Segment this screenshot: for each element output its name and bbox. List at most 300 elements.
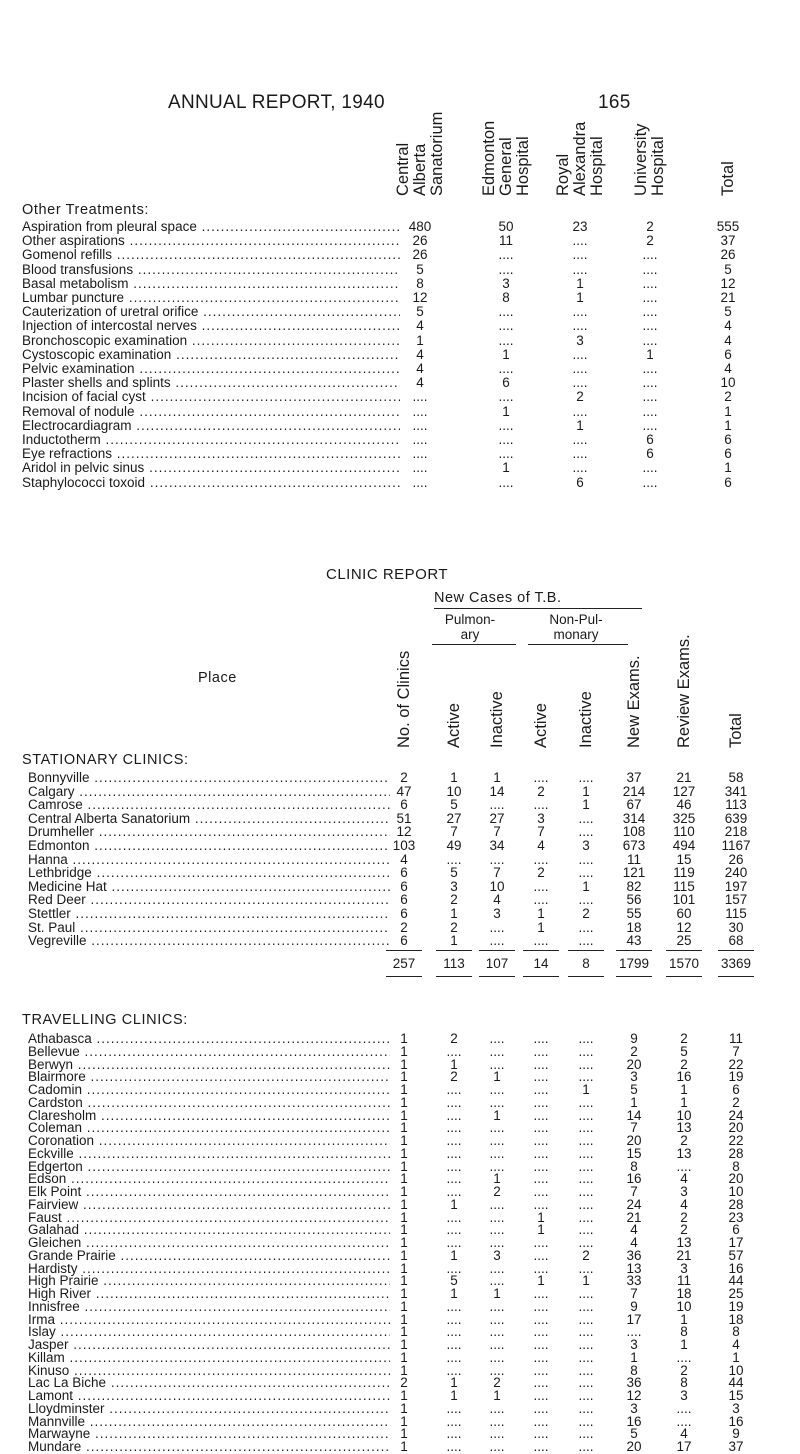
clinic-value: ....	[489, 933, 505, 949]
treatment-col-header: Total	[718, 161, 737, 196]
pulmonary-header	[425, 612, 515, 642]
clinic-name: Mannville .....	[28, 1415, 390, 1429]
clinic-value: 214	[622, 783, 646, 799]
clinic-value: 67	[626, 797, 642, 813]
clinic-value: 7	[450, 824, 458, 840]
treatment-label: Blood transfusions .....	[22, 263, 400, 277]
treatment-value: 4	[416, 318, 424, 334]
treatment-row	[0, 248, 800, 262]
clinic-value: 115	[725, 906, 747, 921]
treatment-value: 10	[720, 375, 736, 391]
clinic-value: ....	[446, 1235, 462, 1250]
clinic-name: Galahad .....	[28, 1223, 390, 1237]
clinic-value: 6	[400, 797, 408, 813]
clinic-value: ....	[626, 1324, 642, 1340]
treatment-value: 1	[576, 290, 584, 305]
clinic-value: 43	[626, 933, 642, 949]
clinic-value: ....	[578, 1031, 594, 1046]
clinic-value: 8	[630, 1158, 638, 1174]
total-value: 14	[533, 956, 549, 971]
clinic-value: ....	[489, 1094, 505, 1110]
clinic-value: 2	[400, 919, 408, 935]
clinic-value: 58	[728, 770, 744, 785]
clinic-value: 4	[680, 1196, 688, 1212]
treatment-value: 6	[724, 474, 732, 490]
clinic-value: 17	[626, 1311, 642, 1327]
clinic-value: 1	[732, 1349, 740, 1365]
nonpulmonary-header-line2: monary	[553, 627, 599, 642]
clinic-value: 6	[400, 906, 408, 921]
clinic-name: St. Paul .....	[28, 921, 390, 935]
clinic-value: ....	[578, 1196, 594, 1212]
treatment-value: 1	[576, 275, 584, 291]
totals-rule-bottom	[479, 976, 515, 977]
treatment-col-header: Alexandra	[570, 121, 589, 196]
clinic-value: 1	[400, 1196, 408, 1212]
clinic-col-header-total: Total	[727, 713, 745, 748]
clinic-value: 1	[450, 906, 458, 921]
clinic-value: 11	[676, 1273, 691, 1289]
clinic-value: 2	[680, 1362, 688, 1378]
treatment-value: ....	[498, 361, 514, 376]
clinic-name: Coleman .....	[28, 1121, 390, 1135]
total-value: 8	[582, 956, 590, 971]
treatment-value: 4	[416, 375, 424, 391]
clinic-value: 1	[400, 1171, 408, 1187]
treatment-row	[0, 476, 800, 490]
clinic-value: ....	[446, 1145, 462, 1161]
clinic-value: 1	[400, 1133, 408, 1148]
totals-rule-bottom	[436, 976, 472, 977]
clinic-value: 1	[400, 1120, 408, 1136]
clinic-value: 1	[537, 1209, 545, 1225]
clinic-name: Elk Point .....	[28, 1185, 390, 1199]
treatment-value: ....	[642, 361, 658, 376]
treatment-value: ....	[572, 403, 588, 419]
clinic-value: 2	[493, 1375, 501, 1391]
treatment-value: ....	[498, 304, 514, 320]
clinic-value: ....	[533, 1375, 549, 1391]
clinic-name: Lethbridge .....	[28, 866, 390, 880]
clinic-value: ....	[533, 1286, 549, 1301]
clinic-name: Marwayne .....	[28, 1427, 390, 1441]
pulmonary-header-line2: ary	[460, 627, 480, 642]
treatment-value: 6	[724, 432, 732, 447]
clinic-value: 639	[724, 810, 748, 826]
clinic-value: 2	[582, 1247, 590, 1263]
treatment-row	[0, 405, 800, 419]
treatment-value: ....	[498, 247, 514, 263]
clinic-value: ....	[446, 1043, 462, 1059]
clinic-value: 68	[728, 933, 744, 949]
clinic-value: 1	[537, 1273, 545, 1289]
clinic-value: ....	[446, 1298, 462, 1314]
clinic-value: 1	[400, 1273, 408, 1289]
clinic-value: ....	[446, 1260, 462, 1276]
treatment-label: Incision of facial cyst .....	[22, 390, 400, 404]
clinic-value: 51	[396, 810, 412, 826]
treatment-row	[0, 390, 800, 404]
clinic-value: ....	[578, 1375, 594, 1391]
clinic-value: ....	[446, 851, 462, 867]
treatment-value: 4	[724, 318, 732, 334]
clinic-value: 3	[493, 906, 501, 921]
clinic-value: 1	[450, 1286, 458, 1301]
clinic-value: 18	[626, 919, 642, 935]
clinic-value: ....	[489, 1056, 505, 1072]
clinic-value: ....	[578, 1184, 594, 1199]
clinic-value: 16	[626, 1171, 642, 1187]
treatment-value: ....	[498, 318, 514, 334]
treatment-row	[0, 362, 800, 376]
clinic-value: ....	[533, 1362, 549, 1378]
clinic-value: ....	[446, 1209, 462, 1225]
treatment-row	[0, 419, 800, 433]
clinic-value: 12	[626, 1388, 642, 1403]
clinic-value: ....	[446, 1426, 462, 1442]
clinic-value: 2	[680, 1056, 688, 1072]
clinic-name: Killam .....	[28, 1351, 390, 1365]
clinic-value: ....	[578, 1337, 594, 1352]
clinic-value: 24	[626, 1196, 642, 1212]
clinic-value: 6	[400, 878, 408, 894]
clinic-value: ....	[578, 1069, 594, 1085]
treatment-value: 6	[724, 346, 732, 362]
pulmonary-rule	[432, 644, 516, 645]
totals-rule-top	[479, 950, 515, 951]
treatment-value: ....	[412, 389, 428, 405]
treatment-value: ....	[412, 417, 428, 433]
totals-rule-top	[386, 950, 422, 951]
treatment-value: 12	[720, 275, 736, 291]
clinic-value: 8	[630, 1362, 638, 1378]
treatment-value: 37	[720, 233, 736, 249]
clinic-value: ....	[578, 1145, 594, 1161]
clinic-value: ....	[578, 1209, 594, 1225]
treatment-value: 4	[724, 332, 732, 348]
clinic-value: 113	[725, 797, 747, 813]
treatment-value: 1	[576, 417, 584, 433]
clinic-value: 1	[400, 1235, 408, 1250]
treatment-value: ....	[412, 446, 428, 462]
clinic-value: ....	[533, 1031, 549, 1046]
clinic-value: ....	[533, 933, 549, 949]
clinic-name: Medicine Hat .....	[28, 880, 390, 894]
clinic-value: 2	[680, 1133, 688, 1148]
clinic-value: 2	[450, 892, 458, 908]
clinic-value: 2	[450, 919, 458, 935]
clinic-value: ....	[533, 1056, 549, 1072]
clinic-value: ....	[533, 1400, 549, 1416]
clinic-name: Hanna .....	[28, 853, 390, 867]
clinic-value: 20	[728, 1171, 744, 1187]
clinic-col-header-inactive1: Inactive	[488, 691, 506, 748]
clinic-value: 7	[630, 1184, 638, 1199]
clinic-value: ....	[533, 1094, 549, 1110]
treatment-value: ....	[572, 361, 588, 376]
treatment-value: 23	[572, 219, 588, 234]
clinic-value: 8	[732, 1324, 740, 1340]
clinic-value: 1	[450, 1247, 458, 1263]
clinic-value: ....	[489, 1196, 505, 1212]
clinic-name: Fairview .....	[28, 1198, 390, 1212]
total-value: 257	[392, 956, 416, 971]
clinic-value: 2	[630, 1043, 638, 1059]
clinic-value: ....	[578, 810, 594, 826]
treatment-label: Other aspirations .....	[22, 234, 400, 248]
clinic-name: High River .....	[28, 1287, 390, 1301]
clinic-value: 37	[626, 770, 642, 785]
clinic-value: ....	[446, 1184, 462, 1199]
clinic-value: 10	[728, 1362, 744, 1378]
treatment-value: ....	[642, 275, 658, 291]
clinic-value: 15	[676, 851, 692, 867]
clinic-value: 13	[676, 1145, 692, 1161]
treatment-value: 1	[502, 403, 510, 419]
clinic-value: ....	[578, 1362, 594, 1378]
treatment-value: ....	[572, 247, 588, 263]
treatment-value: 1	[646, 346, 654, 362]
clinic-value: 1	[630, 1349, 638, 1365]
clinic-value: 7	[732, 1043, 740, 1059]
treatment-value: 6	[646, 446, 654, 462]
clinic-value: 1	[400, 1031, 408, 1046]
clinic-name: Central Alberta Sanatorium .....	[28, 812, 390, 826]
treatment-value: ....	[572, 460, 588, 476]
clinic-value: 4	[630, 1222, 638, 1238]
totals-rule-top	[718, 950, 754, 951]
clinic-value: ....	[489, 1235, 505, 1250]
total-value: 1570	[668, 956, 700, 971]
clinic-value: ....	[533, 1145, 549, 1161]
clinic-value: 1	[680, 1337, 688, 1352]
clinic-value: 34	[489, 838, 505, 853]
clinic-value: 1	[582, 783, 590, 799]
clinic-value: 18	[728, 1311, 744, 1327]
clinic-value: ....	[489, 851, 505, 867]
treatment-col-header: Royal	[553, 153, 572, 196]
clinic-value: 4	[680, 1426, 688, 1442]
clinic-value: 240	[724, 865, 748, 881]
treatment-value: 12	[412, 290, 428, 305]
clinic-value: 25	[728, 1286, 744, 1301]
treatment-label: Inductotherm .....	[22, 433, 400, 447]
clinic-value: ....	[578, 1094, 594, 1110]
clinic-value: 1	[493, 1388, 501, 1403]
clinic-value: ....	[533, 1388, 549, 1403]
clinic-value: 1	[400, 1311, 408, 1327]
treatment-col-header: Central	[393, 142, 412, 196]
clinic-value: 6	[400, 892, 408, 908]
clinic-value: 1	[537, 906, 545, 921]
clinic-value: ....	[578, 1286, 594, 1301]
travelling-section-label: TRAVELLING CLINICS:	[22, 1012, 188, 1028]
clinic-value: ....	[578, 851, 594, 867]
clinic-value: ....	[578, 1426, 594, 1442]
clinic-value: ....	[446, 1158, 462, 1174]
treatment-row	[0, 305, 800, 319]
total-value: 3369	[720, 956, 752, 971]
clinic-value: ....	[533, 1107, 549, 1123]
clinic-value: 6	[400, 933, 408, 949]
treatment-col-header: University	[632, 123, 650, 196]
treatment-col-header: General	[496, 137, 515, 196]
clinic-name: Edson .....	[28, 1172, 390, 1186]
totals-rule-top	[523, 950, 559, 951]
clinic-value: 46	[676, 797, 692, 813]
treatment-value: 1	[502, 346, 510, 362]
clinic-name: Kinuso .....	[28, 1364, 390, 1378]
clinic-value: 1	[400, 1069, 408, 1085]
treatment-value: 480	[408, 219, 432, 234]
clinic-value: 9	[630, 1031, 638, 1046]
treatment-value: ....	[642, 261, 658, 277]
clinic-value: 1	[400, 1426, 408, 1442]
treatment-value: ....	[572, 304, 588, 320]
treatment-value: 1	[724, 403, 732, 419]
clinic-value: 3	[537, 810, 545, 826]
clinic-value: ....	[446, 1324, 462, 1340]
clinic-value: ....	[533, 1069, 549, 1085]
clinic-value: 47	[396, 783, 412, 799]
treatment-label: Aridol in pelvic sinus .....	[22, 461, 400, 475]
clinic-value: ....	[489, 1311, 505, 1327]
clinic-value: 20	[626, 1056, 642, 1072]
treatment-label: Eye refractions .....	[22, 447, 400, 461]
clinic-name: Lac La Biche .....	[28, 1376, 390, 1390]
page-header-title: ANNUAL REPORT, 1940	[168, 92, 385, 113]
clinic-value: 2	[450, 1031, 458, 1046]
clinic-value: 7	[493, 824, 501, 840]
treatment-value: ....	[498, 417, 514, 433]
treatment-value: ....	[498, 432, 514, 447]
clinic-value: ....	[446, 1107, 462, 1123]
clinic-value: 2	[680, 1031, 688, 1046]
clinic-value: ....	[578, 1158, 594, 1174]
clinic-value: 8	[732, 1158, 740, 1174]
treatment-row	[0, 376, 800, 390]
clinic-value: 1	[680, 1082, 688, 1097]
clinic-value: 2	[537, 783, 545, 799]
clinic-name: Coronation .....	[28, 1134, 390, 1148]
clinic-value: 3	[680, 1184, 688, 1199]
clinic-value: 1	[680, 1311, 688, 1327]
place-header: Place	[198, 670, 237, 686]
clinic-value: 27	[446, 810, 462, 826]
clinic-value: 10	[446, 783, 462, 799]
clinic-name: Faust .....	[28, 1211, 390, 1225]
clinic-value: ....	[489, 1031, 505, 1046]
clinic-value: 19	[728, 1298, 744, 1314]
clinic-value: 17	[676, 1439, 692, 1454]
clinic-value: ....	[578, 1298, 594, 1314]
clinic-value: 1	[680, 1094, 688, 1110]
totals-rule-top	[568, 950, 604, 951]
clinic-value: 36	[626, 1247, 642, 1263]
treatment-col-header: Hospital	[587, 136, 606, 196]
treatment-value: 2	[646, 233, 654, 249]
clinic-row	[0, 907, 800, 921]
treatment-value: 2	[576, 389, 584, 405]
clinic-value: 1	[400, 1260, 408, 1276]
clinic-value: 4	[680, 1171, 688, 1187]
clinic-value: ....	[533, 1298, 549, 1314]
clinic-value: ....	[533, 770, 549, 785]
treatment-value: ....	[412, 403, 428, 419]
treatment-value: ....	[642, 460, 658, 476]
clinic-value: 6	[732, 1222, 740, 1238]
clinic-value: ....	[578, 824, 594, 840]
clinic-value: 1	[400, 1362, 408, 1378]
clinic-value: ....	[578, 933, 594, 949]
clinic-value: ....	[533, 1247, 549, 1263]
clinic-value: 1	[450, 1375, 458, 1391]
treatment-value: ....	[642, 417, 658, 433]
clinic-value: 4	[400, 851, 408, 867]
clinic-name: Edgerton .....	[28, 1160, 390, 1174]
clinic-value: ....	[533, 1120, 549, 1136]
clinic-value: ....	[446, 1311, 462, 1327]
clinic-value: 3	[582, 838, 590, 853]
clinic-value: 1	[582, 1273, 590, 1289]
clinic-value: 55	[626, 906, 642, 921]
treatment-value: ....	[642, 318, 658, 334]
clinic-value: 1	[400, 1388, 408, 1403]
treatment-value: ....	[642, 474, 658, 490]
clinic-value: 13	[676, 1120, 692, 1136]
clinic-value: ....	[489, 1145, 505, 1161]
treatment-value: 5	[724, 261, 732, 277]
clinic-value: 1	[450, 1056, 458, 1072]
treatment-value: 1	[724, 460, 732, 476]
clinic-name: Jasper .....	[28, 1338, 390, 1352]
nonpulmonary-header-line1: Non-Pul-	[549, 612, 603, 627]
clinic-value: ....	[489, 1362, 505, 1378]
clinic-value: 11	[626, 851, 641, 867]
treatment-value: ....	[572, 261, 588, 277]
clinic-value: ....	[446, 1439, 462, 1454]
clinic-value: ....	[676, 1349, 692, 1365]
clinic-value: ....	[676, 1158, 692, 1174]
clinic-name: Athabasca .....	[28, 1032, 390, 1046]
clinic-value: ....	[489, 1043, 505, 1059]
clinic-value: 1	[400, 1247, 408, 1263]
treatment-row	[0, 291, 800, 305]
clinic-value: ....	[489, 1120, 505, 1136]
clinic-value: 1	[493, 1286, 501, 1301]
clinic-value: 1	[450, 770, 458, 785]
clinic-col-header-active2: Active	[532, 703, 550, 748]
clinic-name: Claresholm .....	[28, 1109, 390, 1123]
total-value: 113	[443, 956, 465, 971]
treatment-row	[0, 334, 800, 348]
clinic-name: Hardisty .....	[28, 1262, 390, 1276]
clinic-value: ....	[578, 1311, 594, 1327]
nonpulmonary-rule	[528, 644, 628, 645]
clinic-value: ....	[533, 1133, 549, 1148]
clinic-name: Eckville .....	[28, 1147, 390, 1161]
clinic-value: 8	[680, 1324, 688, 1340]
totals-rule-bottom	[718, 976, 754, 977]
clinic-name: Red Deer .....	[28, 893, 390, 907]
clinic-value: 20	[728, 1120, 744, 1136]
clinic-value: 1167	[721, 838, 751, 853]
clinic-value: 1	[400, 1324, 408, 1340]
clinic-value: 1	[400, 1184, 408, 1199]
treatment-value: ....	[642, 403, 658, 419]
clinic-value: 33	[626, 1273, 642, 1289]
treatment-value: ....	[642, 247, 658, 263]
